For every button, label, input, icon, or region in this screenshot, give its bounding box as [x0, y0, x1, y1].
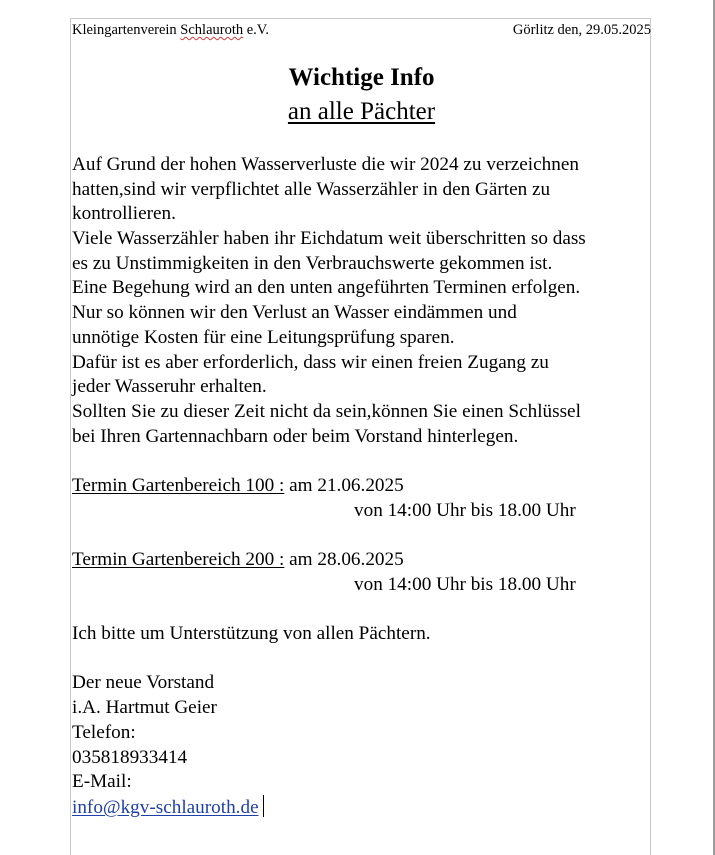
- document-subtitle: [72, 96, 651, 128]
- body-line: Auf Grund der hohen Wasserverluste die wir 2024 zu verzeichnen: [72, 154, 579, 175]
- email-link[interactable]: info@kgv-schlauroth.de: [72, 796, 259, 818]
- signature-line-2: i.A. Hartmut Geier: [72, 697, 217, 719]
- appointment-1-label: Termin Gartenbereich 100 :: [72, 474, 285, 496]
- appointment-2-date: am 28.06.2025: [284, 549, 404, 570]
- body-line: Sollten Sie zu dieser Zeit nicht da sein,können Sie einen Schlüssel: [72, 400, 581, 422]
- body-line: Nur so können wir den Verlust an Wasser eindämmen und: [72, 302, 517, 324]
- appointment-1: [72, 474, 662, 499]
- body-line: Viele Wasserzähler haben ihr Eichdatum weit überschritten so dass: [72, 228, 586, 250]
- blank-line: [72, 597, 662, 622]
- phone-label: Telefon:: [72, 721, 136, 743]
- club-suffix: e.V.: [243, 22, 270, 38]
- blank-line: [72, 523, 662, 548]
- body-line: unnötige Kosten für eine Leitungsprüfung sparen.: [72, 326, 455, 348]
- place-date: Görlitz den, 29.05.2025: [512, 22, 651, 38]
- email-line: [72, 795, 662, 820]
- appointment-1-date: am 21.06.2025: [284, 474, 404, 496]
- blank-line: [72, 449, 662, 474]
- club-name: [72, 21, 269, 39]
- body-line: Eine Begehung wird an den unten angeführten Terminen erfolgen.: [72, 277, 581, 299]
- document-body[interactable]: [72, 153, 662, 820]
- document-title: Wichtige Info: [288, 64, 435, 91]
- email-label: E-Mail:: [72, 771, 132, 793]
- body-line: jeder Wasseruhr erhalten.: [72, 376, 267, 398]
- body-line: kontrollieren.: [72, 203, 176, 225]
- appointment-2-label: Termin Gartenbereich 200 :: [72, 549, 285, 570]
- body-line: bei Ihren Gartennachbarn oder beim Vorstand hinterlegen.: [72, 425, 519, 447]
- closing-line: Ich bitte um Unterstützung von allen Pächtern.: [72, 623, 431, 645]
- page-edge-left: [70, 18, 71, 855]
- subtitle-text: an alle Pächter: [287, 98, 436, 125]
- body-line: Dafür ist es aber erforderlich, dass wir einen freien Zugang zu: [72, 351, 549, 373]
- page-edge-top: [70, 18, 651, 19]
- text-cursor: [263, 795, 264, 817]
- blank-line: [72, 647, 662, 672]
- club-prefix: Kleingartenverein: [72, 22, 181, 38]
- body-line: hatten,sind wir verpflichtet alle Wasserzähler in den Gärten zu: [72, 178, 551, 200]
- club-name-spellcheck[interactable]: Schlauroth: [180, 22, 244, 38]
- body-line: es zu Unstimmigkeiten in den Verbrauchswerte gekommen ist.: [72, 252, 553, 274]
- phone-number: 035818933414: [72, 746, 188, 768]
- appointment-2-time: von 14:00 Uhr bis 18.00 Uhr: [354, 573, 576, 595]
- appointment-2: [72, 548, 662, 573]
- signature-line-1: Der neue Vorstand: [72, 672, 215, 694]
- appointment-1-time: von 14:00 Uhr bis 18.00 Uhr: [354, 499, 576, 521]
